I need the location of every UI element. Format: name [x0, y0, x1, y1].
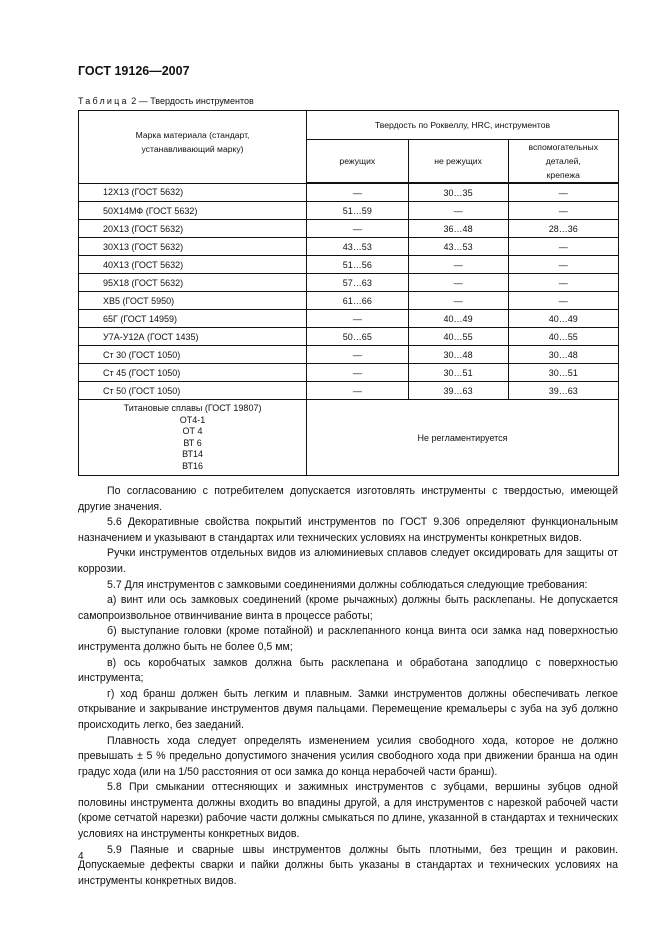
auxiliary-cell: 30…48: [508, 346, 618, 364]
noncutting-cell: —: [408, 202, 508, 220]
material-cell: Ст 45 (ГОСТ 1050): [79, 364, 307, 382]
material-cell: У7А-У12А (ГОСТ 1435): [79, 328, 307, 346]
auxiliary-cell: —: [508, 292, 618, 310]
material-cell: Ст 50 (ГОСТ 1050): [79, 382, 307, 400]
auxiliary-cell: —: [508, 274, 618, 292]
table-caption: [78, 96, 254, 106]
paragraph: в) ось коробчатых замков должна быть расклепана и обработана заподлицо с поверхностью инструмента;: [78, 656, 618, 685]
table-row: [79, 382, 619, 400]
material-cell: 50Х14МФ (ГОСТ 5632): [79, 202, 307, 220]
cutting-cell: 43…53: [307, 238, 409, 256]
hardness-table: [78, 110, 619, 476]
table-row: [79, 202, 619, 220]
paragraph: Ручки инструментов отдельных видов из алюминиевых сплавов следует оксидировать для защиты от коррозии.: [78, 547, 618, 575]
paragraph: а) винт или ось замковых соединений (кроме рычажных) должны быть расклепаны. Не допускается самопроизвольное отвинчивание винта в процессе работы;: [78, 594, 618, 622]
noncutting-cell: 30…35: [408, 183, 508, 202]
cutting-cell: 51…59: [307, 202, 409, 220]
noncutting-cell: 36…48: [408, 220, 508, 238]
auxiliary-cell: —: [508, 238, 618, 256]
material-cell: 65Г (ГОСТ 14959): [79, 310, 307, 328]
table-row-titanium: [79, 400, 619, 476]
paragraph: 5.7 Для инструментов с замковыми соединениями должны соблюдаться следующие требования:: [107, 578, 588, 591]
auxiliary-cell: —: [508, 256, 618, 274]
cutting-cell: —: [307, 183, 409, 202]
document-header: ГОСТ 19126—2007: [78, 64, 190, 78]
cutting-cell: 61…66: [307, 292, 409, 310]
paragraph: 5.6 Декоративные свойства покрытий инструментов по ГОСТ 9.306 определяют функциональным назначением и указывают в стандартах или технических условиях на инструменты конкретных видов.: [78, 516, 618, 544]
table-row: [79, 328, 619, 346]
auxiliary-cell: —: [508, 202, 618, 220]
cutting-cell: —: [307, 346, 409, 364]
material-cell: 95Х18 (ГОСТ 5632): [79, 274, 307, 292]
table-row: [79, 274, 619, 292]
auxiliary-cell: 28…36: [508, 220, 618, 238]
auxiliary-cell: 40…49: [508, 310, 618, 328]
noncutting-cell: 40…49: [408, 310, 508, 328]
table-caption-label: Таблица: [78, 96, 129, 106]
cutting-cell: 57…63: [307, 274, 409, 292]
cutting-cell: 51…56: [307, 256, 409, 274]
header-material: Марка материала (стандарт, устанавливающий марку): [79, 111, 307, 184]
noncutting-cell: 43…53: [408, 238, 508, 256]
cutting-cell: —: [307, 382, 409, 400]
table-row: [79, 256, 619, 274]
page-number: 4: [78, 851, 84, 862]
titanium-hardness: Не регламентируется: [307, 400, 619, 476]
material-cell: ХВ5 (ГОСТ 5950): [79, 292, 307, 310]
table-row: [79, 238, 619, 256]
table-row: [79, 346, 619, 364]
body-text: [78, 484, 618, 889]
auxiliary-cell: —: [508, 183, 618, 202]
paragraph: 5.8 При смыкании оттесняющих и зажимных инструментов с зубцами, вершины зубцов одной половины инструмента должны входить во впадины другой, а для инструментов с нарезкой рабочей части (кроме сетчатой нарезки) рабочие части должны смыкаться по длине, указанной в стандартах и технических условиях на инструменты конкретных видов.: [78, 781, 618, 841]
noncutting-cell: —: [408, 292, 508, 310]
paragraph: б) выступание головки (кроме потайной) и расклепанного конца винта оси замка над поверхностью инструмента должно быть не более 0,5 мм;: [78, 625, 618, 653]
noncutting-cell: —: [408, 256, 508, 274]
table-row: [79, 292, 619, 310]
cutting-cell: 50…65: [307, 328, 409, 346]
cutting-cell: —: [307, 220, 409, 238]
table-row: [79, 310, 619, 328]
header-hardness-group: Твердость по Роквеллу, HRC, инструментов: [307, 111, 619, 140]
material-cell: 20Х13 (ГОСТ 5632): [79, 220, 307, 238]
cutting-cell: —: [307, 364, 409, 382]
auxiliary-cell: 40…55: [508, 328, 618, 346]
titanium-materials: Титановые сплавы (ГОСТ 19807) ОТ4-1 ОТ 4 ВТ 6 ВТ14 ВТ16: [79, 400, 307, 476]
material-cell: 30Х13 (ГОСТ 5632): [79, 238, 307, 256]
auxiliary-cell: 39…63: [508, 382, 618, 400]
noncutting-cell: 30…48: [408, 346, 508, 364]
paragraph: 5.9 Паяные и сварные швы инструментов должны быть плотными, без трещин и раковин. Допускаемые дефекты сварки и пайки должны быть указаны в стандартах и технических условиях на инструменты конкретных видов.: [78, 843, 618, 887]
table-row: [79, 183, 619, 202]
material-cell: 40Х13 (ГОСТ 5632): [79, 256, 307, 274]
noncutting-cell: —: [408, 274, 508, 292]
paragraph: Плавность хода следует определять изменением усилия свободного хода, которое не должно превышать ± 5 % предельно допустимого значения усилия свободного хода при движении бранша на один градус хода (или на 1/50 расстояния от оси замка до конца нерабочей части бранш).: [78, 734, 618, 778]
table-caption-text: 2 — Твердость инструментов: [128, 96, 254, 106]
paragraph: г) ход бранш должен быть легким и плавным. Замки инструментов должны обеспечивать легкое открывание и закрывание инструментов двумя пальцами. Перемещение кремальеры с зуба на зуб должно происходить легко, без заеданий.: [78, 687, 618, 731]
table-row: [79, 220, 619, 238]
table-row: [79, 364, 619, 382]
cutting-cell: —: [307, 310, 409, 328]
material-cell: 12Х13 (ГОСТ 5632): [79, 183, 307, 202]
paragraph: По согласованию с потребителем допускается изготовлять инструменты с твердостью, имеющей другие значения.: [78, 485, 618, 513]
noncutting-cell: 30…51: [408, 364, 508, 382]
header-noncutting: не режущих: [408, 140, 508, 184]
auxiliary-cell: 30…51: [508, 364, 618, 382]
header-auxiliary: вспомогательных деталей, крепежа: [508, 140, 618, 184]
header-cutting: режущих: [307, 140, 409, 184]
material-cell: Ст 30 (ГОСТ 1050): [79, 346, 307, 364]
noncutting-cell: 39…63: [408, 382, 508, 400]
noncutting-cell: 40…55: [408, 328, 508, 346]
